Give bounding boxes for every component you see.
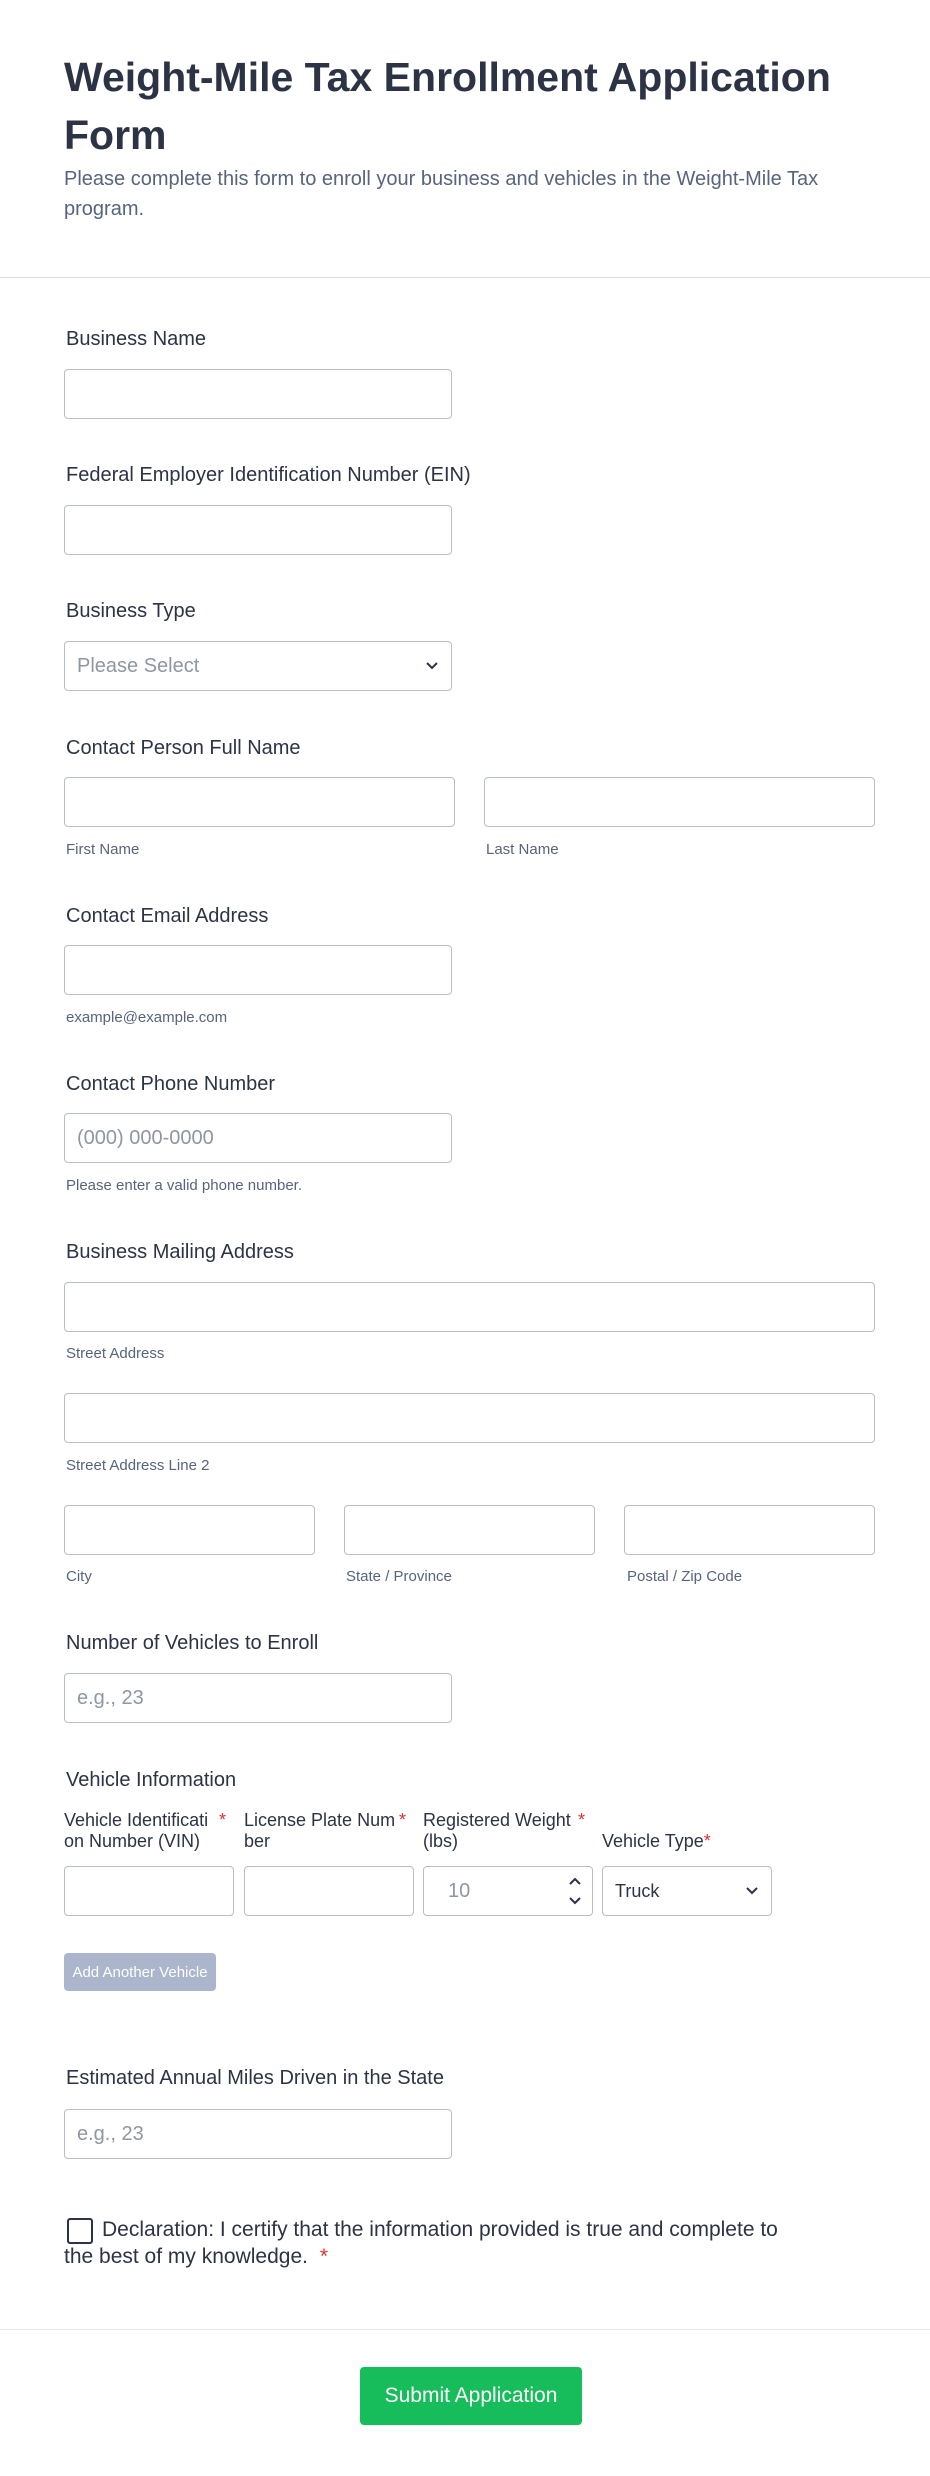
zip-sublabel: Postal / Zip Code <box>627 1568 743 1585</box>
street-address-sublabel: Street Address <box>66 1345 165 1362</box>
first-name-input[interactable] <box>64 777 455 827</box>
num-vehicles-input[interactable] <box>64 1673 452 1723</box>
annual-miles-label: Estimated Annual Miles Driven in the State <box>66 2067 444 2089</box>
vin-input[interactable] <box>64 1866 234 1916</box>
last-name-sublabel: Last Name <box>486 841 559 858</box>
declaration-text <box>64 2216 784 2270</box>
contact-phone-placeholder: (000) 000-0000 <box>77 1126 214 1149</box>
contact-email-input[interactable] <box>64 945 452 995</box>
ein-input[interactable] <box>64 505 452 555</box>
contact-email-label: Contact Email Address <box>66 905 269 927</box>
plate-column-label-line2: ber <box>244 1831 271 1851</box>
state-input[interactable] <box>344 1505 595 1555</box>
plate-column-label-line1: License Plate Num <box>244 1810 396 1830</box>
annual-miles-placeholder: e.g., 23 <box>77 2122 144 2145</box>
vehicle-type-select[interactable] <box>602 1866 772 1916</box>
vehicle-type-value: Truck <box>615 1880 660 1901</box>
city-input[interactable] <box>64 1505 315 1555</box>
registered-weight-placeholder: 10 <box>448 1879 471 1902</box>
required-mark: * <box>399 1810 407 1830</box>
required-mark: * <box>578 1810 586 1830</box>
business-name-label: Business Name <box>66 328 207 350</box>
vin-column-label-line1: Vehicle Identificati <box>64 1810 209 1830</box>
submit-application-button[interactable]: Submit Application <box>360 2367 582 2425</box>
annual-miles-input[interactable] <box>64 2109 452 2159</box>
weight-column-label <box>423 1810 593 1852</box>
ein-label: Federal Employer Identification Number (EIN) <box>66 464 471 486</box>
city-sublabel: City <box>66 1568 92 1585</box>
first-name-sublabel: First Name <box>66 841 140 858</box>
street-address-line2-sublabel: Street Address Line 2 <box>66 1457 210 1474</box>
header-divider <box>0 277 930 278</box>
weight-column-label-line1: Registered Weight <box>423 1810 571 1830</box>
contact-phone-label: Contact Phone Number <box>66 1073 276 1095</box>
required-mark: * <box>703 1831 711 1851</box>
num-vehicles-placeholder: e.g., 23 <box>77 1686 144 1709</box>
business-type-placeholder: Please Select <box>77 654 200 677</box>
type-column-label <box>602 1831 772 1852</box>
plate-column-label <box>244 1810 414 1852</box>
state-sublabel: State / Province <box>346 1568 452 1585</box>
contact-name-label: Contact Person Full Name <box>66 737 301 759</box>
zip-input[interactable] <box>624 1505 875 1555</box>
weight-column-label-line2: (lbs) <box>423 1831 458 1851</box>
declaration-label: Declaration: I certify that the information provided is true and complete to the best of my knowledge. <box>64 2218 778 2268</box>
contact-email-sublabel: example@example.com <box>66 1009 228 1026</box>
business-type-label: Business Type <box>66 600 196 622</box>
registered-weight-input[interactable] <box>423 1866 593 1916</box>
required-mark: * <box>219 1810 227 1830</box>
chevron-down-icon <box>745 1883 759 1899</box>
footer-divider <box>0 2329 930 2330</box>
type-column-label-line1: Vehicle Type <box>602 1831 704 1851</box>
add-another-vehicle-button[interactable]: Add Another Vehicle <box>64 1953 216 1991</box>
business-name-input[interactable] <box>64 369 452 419</box>
num-vehicles-label: Number of Vehicles to Enroll <box>66 1632 319 1654</box>
vin-column-label <box>64 1810 234 1852</box>
contact-phone-sublabel: Please enter a valid phone number. <box>66 1177 302 1194</box>
vin-column-label-line2: on Number (VIN) <box>64 1831 201 1851</box>
last-name-input[interactable] <box>484 777 875 827</box>
page-subtitle: Please complete this form to enroll your business and vehicles in the Weight-Mile Tax program. <box>64 168 819 220</box>
street-address-line2-input[interactable] <box>64 1393 875 1443</box>
mailing-address-label: Business Mailing Address <box>66 1241 294 1263</box>
spinner-arrows-icon[interactable] <box>568 1875 582 1907</box>
contact-phone-input[interactable] <box>64 1113 452 1163</box>
chevron-down-icon <box>425 658 439 674</box>
vehicle-info-label: Vehicle Information <box>66 1769 237 1791</box>
page-title: Weight-Mile Tax Enrollment Application Form <box>64 54 831 158</box>
street-address-input[interactable] <box>64 1282 875 1332</box>
required-mark: * <box>319 2245 329 2268</box>
license-plate-input[interactable] <box>244 1866 414 1916</box>
business-type-select[interactable] <box>64 641 452 691</box>
